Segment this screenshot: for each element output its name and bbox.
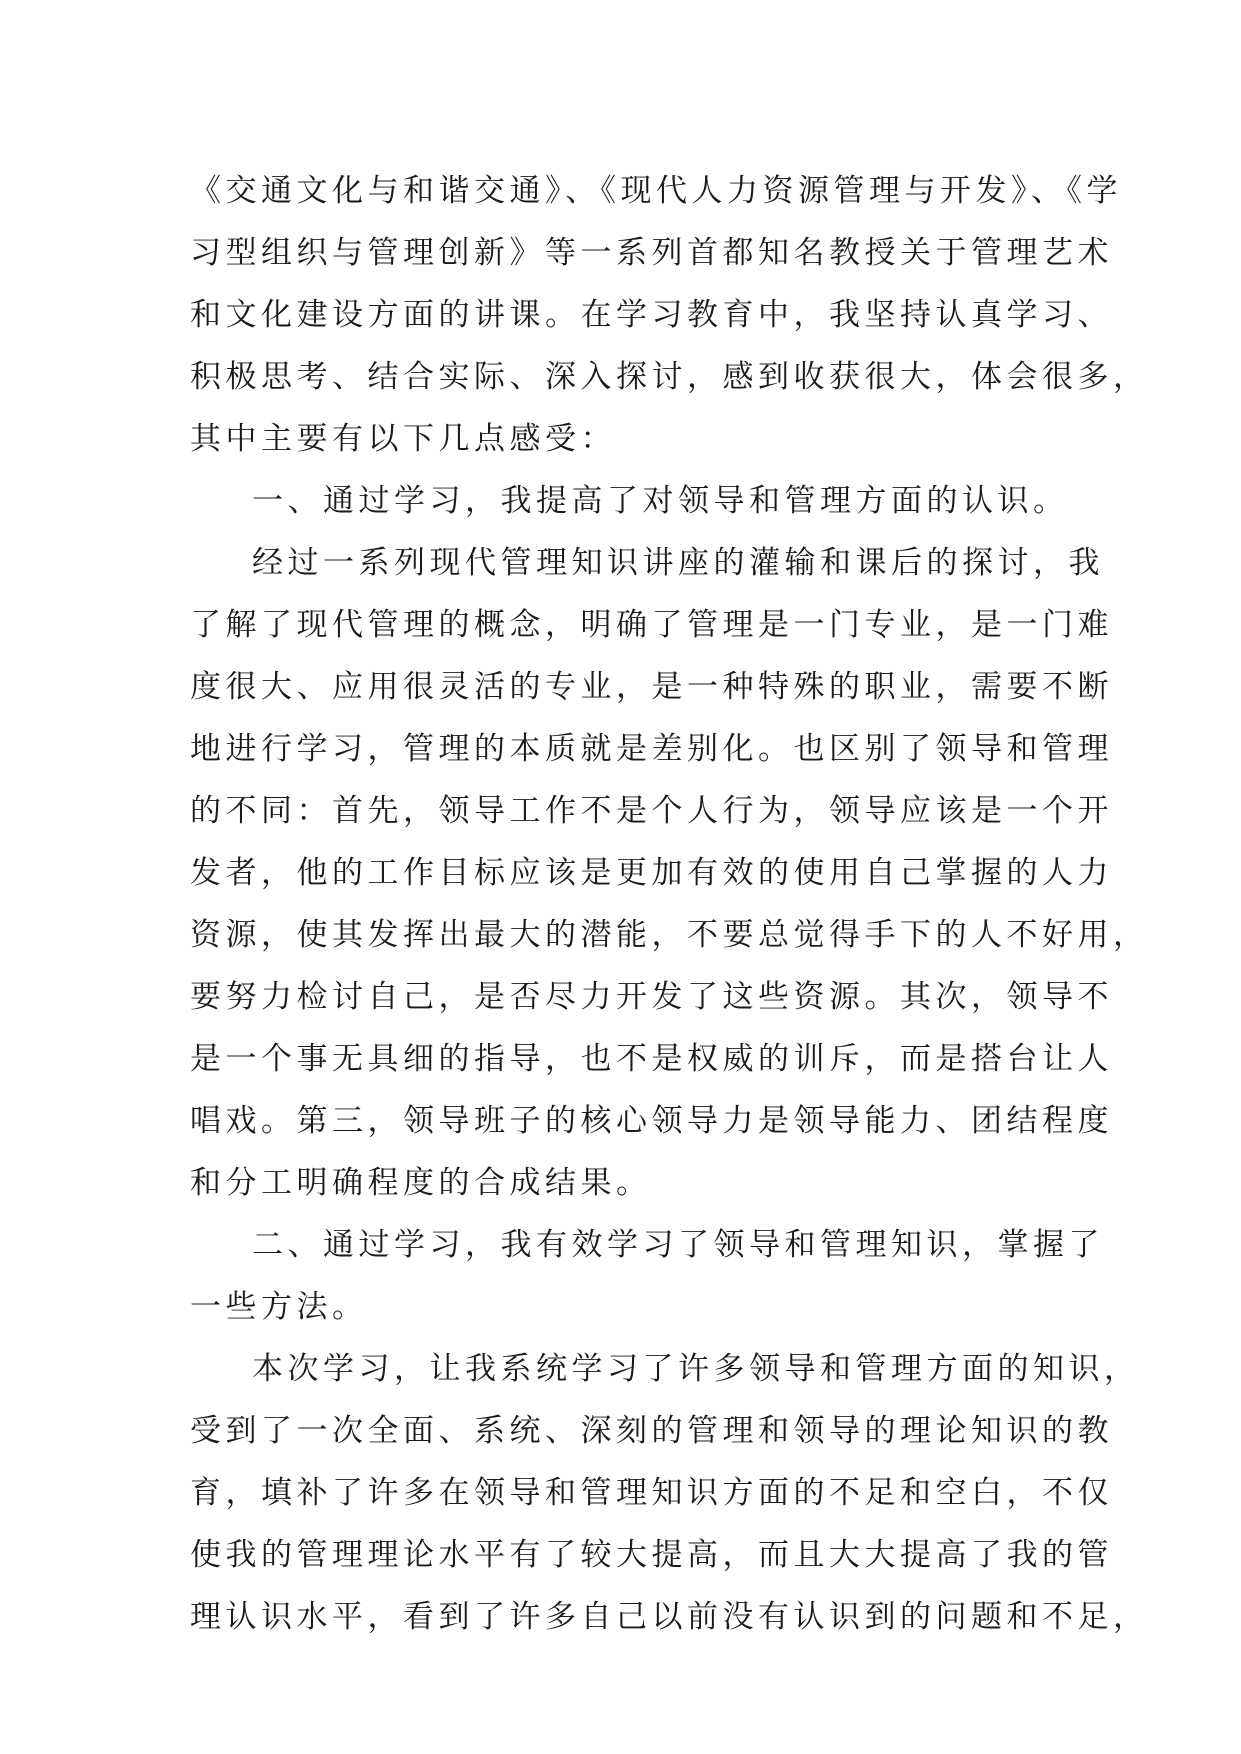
section-heading-2: 二、通过学习，我有效学习了领导和管理知识，掌握了: [252, 1227, 1104, 1263]
text-line: 度很大、应用很灵活的专业，是一种特殊的职业，需要不断: [190, 669, 1113, 705]
text-line: 发者，他的工作目标应该是更加有效的使用自己掌握的人力: [190, 855, 1113, 891]
text-line: 育，填补了许多在领导和管理知识方面的不足和空白，不仅: [190, 1475, 1113, 1511]
text-line: 资源，使其发挥出最大的潜能，不要总觉得手下的人不好用，: [190, 917, 1149, 953]
text-line: 《交通文化与和谐交通》、《现代人力资源管理与开发》、《学: [190, 173, 1122, 209]
text-line: 要努力检讨自己，是否尽力开发了这些资源。其次，领导不: [190, 979, 1113, 1015]
text-line: 地进行学习，管理的本质就是差别化。也区别了领导和管理: [190, 731, 1113, 767]
text-line: 是一个事无具细的指导，也不是权威的训斥，而是搭台让人: [190, 1041, 1113, 1077]
document-body: [190, 160, 1149, 1648]
text-line: 和分工明确程度的合成结果。: [190, 1165, 652, 1201]
text-line: 习型组织与管理创新》等一系列首都知名教授关于管理艺术: [190, 235, 1113, 271]
text-line: 理认识水平，看到了许多自己以前没有认识到的问题和不足，: [190, 1599, 1149, 1635]
text-line: 经过一系列现代管理知识讲座的灌输和课后的探讨，我: [252, 545, 1104, 581]
text-line: 了解了现代管理的概念，明确了管理是一门专业，是一门难: [190, 607, 1113, 643]
text-line: 使我的管理理论水平有了较大提高，而且大大提高了我的管: [190, 1537, 1113, 1573]
text-line: 积极思考、结合实际、深入探讨，感到收获很大，体会很多，: [190, 359, 1149, 395]
text-line: 和文化建设方面的讲课。在学习教育中，我坚持认真学习、: [190, 297, 1113, 333]
section-heading-2-cont: 一些方法。: [190, 1289, 368, 1325]
text-line: 受到了一次全面、系统、深刻的管理和领导的理论知识的教: [190, 1413, 1113, 1449]
text-line: 的不同：首先，领导工作不是个人行为，领导应该是一个开: [190, 793, 1113, 829]
text-line: 本次学习，让我系统学习了许多领导和管理方面的知识，: [252, 1351, 1140, 1387]
section-heading-1: 一、通过学习，我提高了对领导和管理方面的认识。: [252, 483, 1069, 519]
text-line: 唱戏。第三，领导班子的核心领导力是领导能力、团结程度: [190, 1103, 1113, 1139]
text-line: 其中主要有以下几点感受：: [190, 421, 616, 457]
